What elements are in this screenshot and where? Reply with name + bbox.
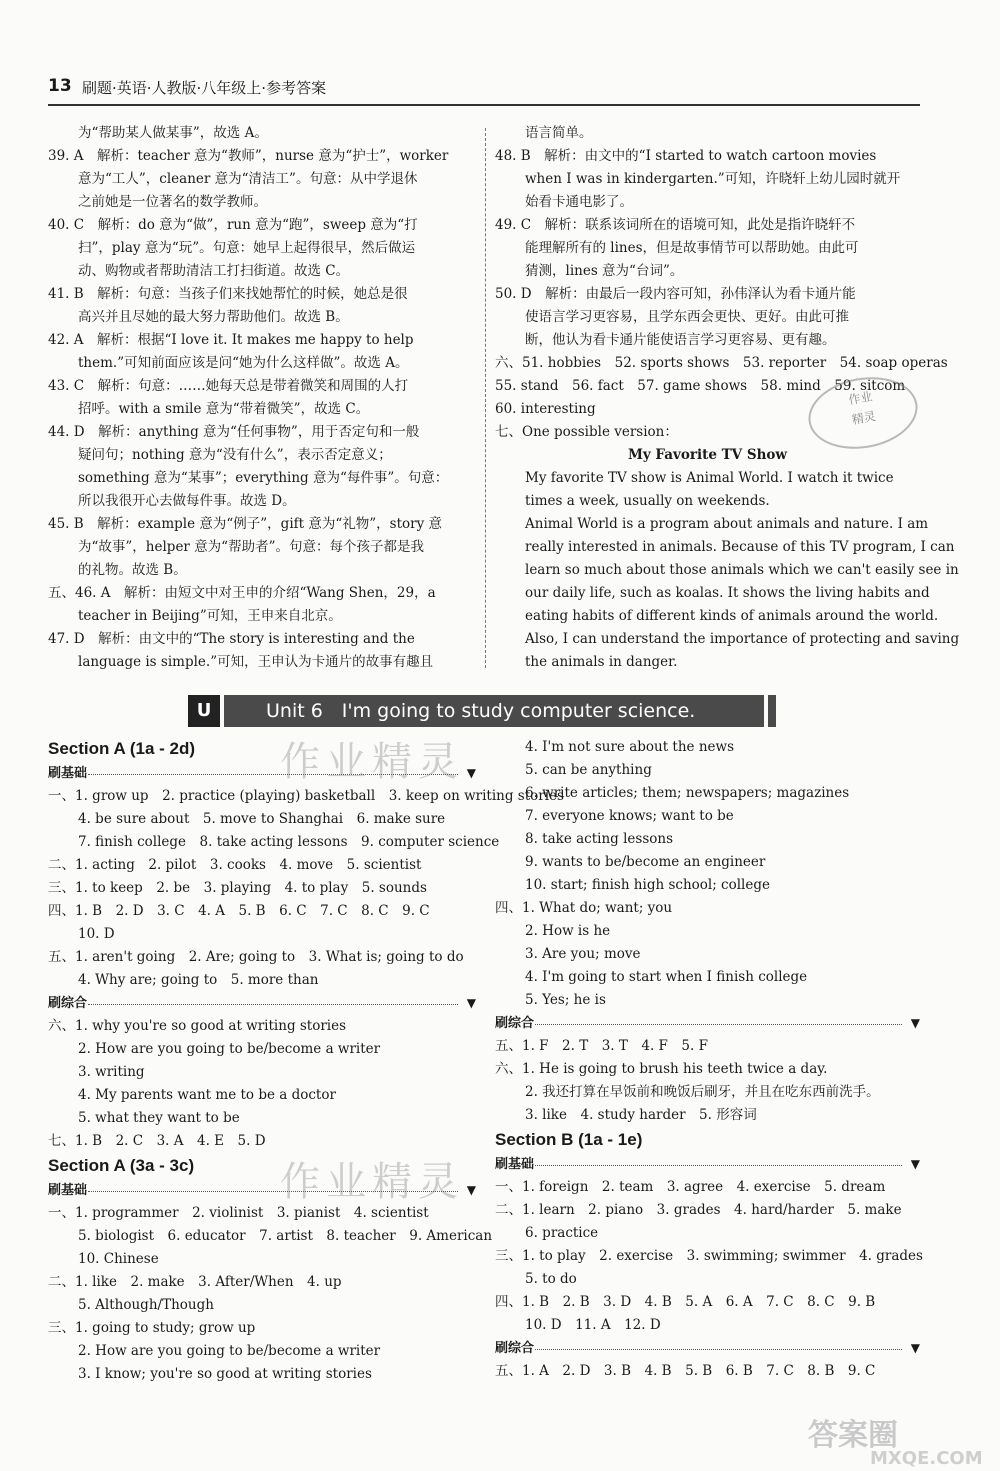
text-line: 七、1. B 2. C 3. A 4. E 5. D xyxy=(48,1133,266,1149)
text-line: 五、1. F 2. T 3. T 4. F 5. F xyxy=(495,1038,708,1054)
text-line: 5. can be anything xyxy=(525,762,652,778)
dotted-leader xyxy=(535,1153,902,1166)
text-line: 断，他认为看卡通片能使语言学习更容易、更有趣。 xyxy=(525,332,836,348)
text-line: 2. How are you going to be/become a writer xyxy=(78,1041,381,1057)
text-line: 3. writing xyxy=(78,1064,145,1080)
subsection-label: 刷综合 xyxy=(495,1341,535,1356)
text-line: 4. Why are; going to 5. more than xyxy=(78,972,319,988)
triangle-icon: ▼ xyxy=(466,766,476,780)
text-line: learn so much about those animals which we can't easily see in xyxy=(525,562,959,578)
subsection-heading xyxy=(48,992,476,1015)
text-line: 48. B 解析：由文中的“I started to watch cartoon movies xyxy=(495,148,877,164)
text-line: 5. what they want to be xyxy=(78,1110,240,1126)
stamp-line: 精灵 xyxy=(850,408,877,427)
text-line: something 意为“某事”；everything 意为“每件事”。句意： xyxy=(78,470,449,486)
text-line: 60. interesting xyxy=(495,401,596,417)
text-line: really interested in animals. Because of this TV program, I can xyxy=(525,539,955,555)
text-line: 45. B 解析：example 意为“例子”，gift 意为“礼物”，story 意 xyxy=(48,516,443,532)
text-line: 4. be sure about 5. move to Shanghai 6. make sure xyxy=(78,811,446,827)
text-line: 10. D 11. A 12. D xyxy=(525,1317,661,1333)
text-line: 4. My parents want me to be a doctor xyxy=(78,1087,336,1103)
triangle-icon: ▼ xyxy=(910,1157,920,1171)
text-line: 四、1. B 2. D 3. C 4. A 5. B 6. C 7. C 8. C 9. C xyxy=(48,903,430,919)
subsection-label: 刷综合 xyxy=(48,996,88,1011)
text-line: Animal World is a program about animals and nature. I am xyxy=(525,516,929,532)
text-line: 能理解所有的 lines，但是故事情节可以帮助她。由此可 xyxy=(525,240,859,256)
text-line: them.”可知前面应该是问“她为什么这样做”。故选 A。 xyxy=(78,355,409,371)
text-line: 10. start; finish high school; college xyxy=(525,877,770,893)
text-line: 41. B 解析：句意：当孩子们来找她帮忙的时候，她总是很 xyxy=(48,286,408,302)
text-line: 8. take acting lessons xyxy=(525,831,673,847)
text-line: 的礼物。故选 B。 xyxy=(78,562,187,578)
dotted-leader xyxy=(88,992,458,1005)
text-line: 使语言学习更容易，且学东西会更快、更好。由此可推 xyxy=(525,309,849,325)
text-line: 47. D 解析：由文中的“The story is interesting and the xyxy=(48,631,415,647)
text-line: 6. write articles; them; newspapers; magazines xyxy=(525,785,850,801)
text-line: My Favorite TV Show xyxy=(627,447,788,463)
text-line: 五、1. aren't going 2. Are; going to 3. What is; going to do xyxy=(48,949,464,965)
banner-tail xyxy=(768,695,776,727)
unit-title: Unit 6 I'm going to study computer science. xyxy=(224,695,764,727)
text-line: 49. C 解析：联系该词所在的语境可知，此处是指许晓轩不 xyxy=(495,217,856,233)
page-number: 13 xyxy=(48,76,72,96)
watermark-2: 作业精灵 xyxy=(280,1159,464,1205)
text-line: teacher in Beijing”可知，王申来自北京。 xyxy=(78,608,342,624)
text-line: 3. like 4. study harder 5. 形容词 xyxy=(525,1107,757,1123)
text-line: 10. Chinese xyxy=(78,1251,159,1267)
page-header xyxy=(48,72,920,106)
text-line: 二、1. acting 2. pilot 3. cooks 4. move 5. scientist xyxy=(48,857,422,873)
text-line: 2. How is he xyxy=(525,923,611,939)
stamp-line: 作业 xyxy=(847,389,874,408)
unit-banner xyxy=(188,695,780,727)
text-line: 55. stand 56. fact 57. game shows 58. mind 59. sitcom xyxy=(495,378,906,394)
site-logo: 答案圈 xyxy=(808,1418,898,1453)
text-line: My favorite TV show is Animal World. I watch it twice xyxy=(525,470,894,486)
text-line: 5. Yes; he is xyxy=(525,992,606,1008)
triangle-icon: ▼ xyxy=(466,996,476,1010)
page-title: 刷题·英语·人教版·八年级上·参考答案 xyxy=(82,79,327,97)
text-line: 四、1. What do; want; you xyxy=(495,900,673,916)
text-line: 二、1. like 2. make 3. After/When 4. up xyxy=(48,1274,342,1290)
text-line: 语言简单。 xyxy=(525,125,593,141)
text-line: 七、One possible version： xyxy=(495,424,678,440)
text-line: 五、1. A 2. D 3. B 4. B 5. B 6. B 7. C 8. B 9. C xyxy=(495,1363,876,1379)
text-line: 40. C 解析：do 意为“做”，run 意为“跑”，sweep 意为“打 xyxy=(48,217,418,233)
text-line: 动、购物或者帮助清洁工打扫街道。故选 C。 xyxy=(78,263,350,279)
section-heading: Section B (1a - 1e) xyxy=(495,1130,643,1149)
text-line: 7. finish college 8. take acting lessons 9. computer science xyxy=(78,834,500,850)
text-line: 一、1. grow up 2. practice (playing) basketball 3. keep on writing stories xyxy=(48,788,564,804)
text-line: 4. I'm not sure about the news xyxy=(525,739,734,755)
text-line: 7. everyone knows; want to be xyxy=(525,808,734,824)
text-line: 50. D 解析：由最后一段内容可知，孙伟泽认为看卡通片能 xyxy=(495,286,856,302)
text-line: 三、1. to play 2. exercise 3. swimming; swimmer 4. grades xyxy=(495,1248,923,1264)
triangle-icon: ▼ xyxy=(910,1341,920,1355)
text-line: 为“故事”，helper 意为“帮助者”。句意：每个孩子都是我 xyxy=(78,539,424,555)
subsection-heading xyxy=(495,1012,920,1035)
text-line: 42. A 解析：根据“I love it. It makes me happy to help xyxy=(48,332,414,348)
subsection-heading xyxy=(495,1153,920,1176)
subsection-heading xyxy=(495,1337,920,1360)
text-line: 44. D 解析：anything 意为“任何事物”，用于否定句和一般 xyxy=(48,424,420,440)
text-line: 四、1. B 2. B 3. D 4. B 5. A 6. A 7. C 8. C 9. B xyxy=(495,1294,876,1310)
text-line: 六、1. why you're so good at writing stories xyxy=(48,1018,347,1034)
text-line: our daily life, such as koalas. It shows the living habits and xyxy=(525,585,930,601)
text-line: 六、51. hobbies 52. sports shows 53. reporter 54. soap operas xyxy=(495,355,948,371)
text-line: times a week, usually on weekends. xyxy=(525,493,770,509)
text-line: when I was in kindergarten.”可知，许晓轩上幼儿园时就开 xyxy=(525,171,901,187)
subsection-label: 刷基础 xyxy=(48,1183,88,1198)
dotted-leader xyxy=(535,1012,902,1025)
text-line: 9. wants to be/become an engineer xyxy=(525,854,766,870)
text-line: 一、1. foreign 2. team 3. agree 4. exercise 5. dream xyxy=(495,1179,886,1195)
text-line: 6. practice xyxy=(525,1225,599,1241)
dotted-leader xyxy=(535,1337,902,1350)
text-line: the animals in danger. xyxy=(525,654,678,670)
bottom-right-column xyxy=(495,736,923,1383)
subsection-label: 刷基础 xyxy=(48,766,88,781)
text-line: 三、1. to keep 2. be 3. playing 4. to play 5. sounds xyxy=(48,880,427,896)
triangle-icon: ▼ xyxy=(466,1183,476,1197)
site-logo-url: MXQE.COM xyxy=(870,1448,983,1469)
watermark-1: 作业精灵 xyxy=(280,739,464,785)
text-line: 扫”，play 意为“玩”。句意：她早上起得很早，然后做运 xyxy=(78,240,416,256)
unit-icon: U xyxy=(188,695,220,727)
column-divider xyxy=(485,128,486,668)
text-line: 43. C 解析：句意：……她每天总是带着微笑和周围的人打 xyxy=(48,378,409,394)
text-line: 二、1. learn 2. piano 3. grades 4. hard/harder 5. make xyxy=(495,1202,902,1218)
top-left-column xyxy=(48,122,480,674)
text-line: 一、1. programmer 2. violinist 3. pianist 4. scientist xyxy=(48,1205,429,1221)
text-line: language is simple.”可知，王申认为卡通片的故事有趣且 xyxy=(78,654,434,670)
text-line: 39. A 解析：teacher 意为“教师”，nurse 意为“护士”，worker xyxy=(48,148,449,164)
text-line: 之前她是一位著名的数学教师。 xyxy=(78,194,267,210)
section-heading: Section A (3a - 3c) xyxy=(48,1156,195,1175)
text-line: 高兴并且尽她的最大努力帮助他们。故选 B。 xyxy=(78,309,349,325)
subsection-label: 刷基础 xyxy=(495,1157,535,1172)
text-line: 5. to do xyxy=(525,1271,577,1287)
text-line: 10. D xyxy=(78,926,115,942)
text-line: Also, I can understand the importance of protecting and saving xyxy=(525,631,960,647)
text-line: 为“帮助某人做某事”，故选 A。 xyxy=(78,125,268,141)
text-line: 3. I know; you're so good at writing stories xyxy=(78,1366,372,1382)
text-line: 3. Are you; move xyxy=(525,946,641,962)
text-line: 疑问句；nothing 意为“没有什么”，表示否定意义； xyxy=(78,447,392,463)
text-line: 4. I'm going to start when I finish college xyxy=(525,969,808,985)
text-line: 5. Although/Though xyxy=(78,1297,214,1313)
text-line: 三、1. going to study; grow up xyxy=(48,1320,256,1336)
text-line: eating habits of different kinds of animals around the world. xyxy=(525,608,939,624)
text-line: 五、46. A 解析：由短文中对王申的介绍“Wang Shen，29，a xyxy=(48,585,436,601)
text-line: 所以我很开心去做每件事。故选 D。 xyxy=(78,493,296,509)
text-line: 5. biologist 6. educator 7. artist 8. teacher 9. American xyxy=(78,1228,493,1244)
text-line: 2. How are you going to be/become a writer xyxy=(78,1343,381,1359)
triangle-icon: ▼ xyxy=(910,1016,920,1030)
text-line: 招呼。with a smile 意为“带着微笑”，故选 C。 xyxy=(78,401,370,417)
text-line: 2. 我还打算在早饭前和晚饭后刷牙，并且在吃东西前洗手。 xyxy=(525,1084,880,1100)
text-line: 猜测，lines 意为“台词”。 xyxy=(525,263,684,279)
subsection-label: 刷综合 xyxy=(495,1016,535,1031)
section-heading: Section A (1a - 2d) xyxy=(48,739,196,758)
text-line: 六、1. He is going to brush his teeth twice a day. xyxy=(495,1061,828,1077)
text-line: 意为“工人”，cleaner 意为“清洁工”。句意：从中学退休 xyxy=(78,171,418,187)
text-line: 始看卡通电影了。 xyxy=(525,194,633,210)
